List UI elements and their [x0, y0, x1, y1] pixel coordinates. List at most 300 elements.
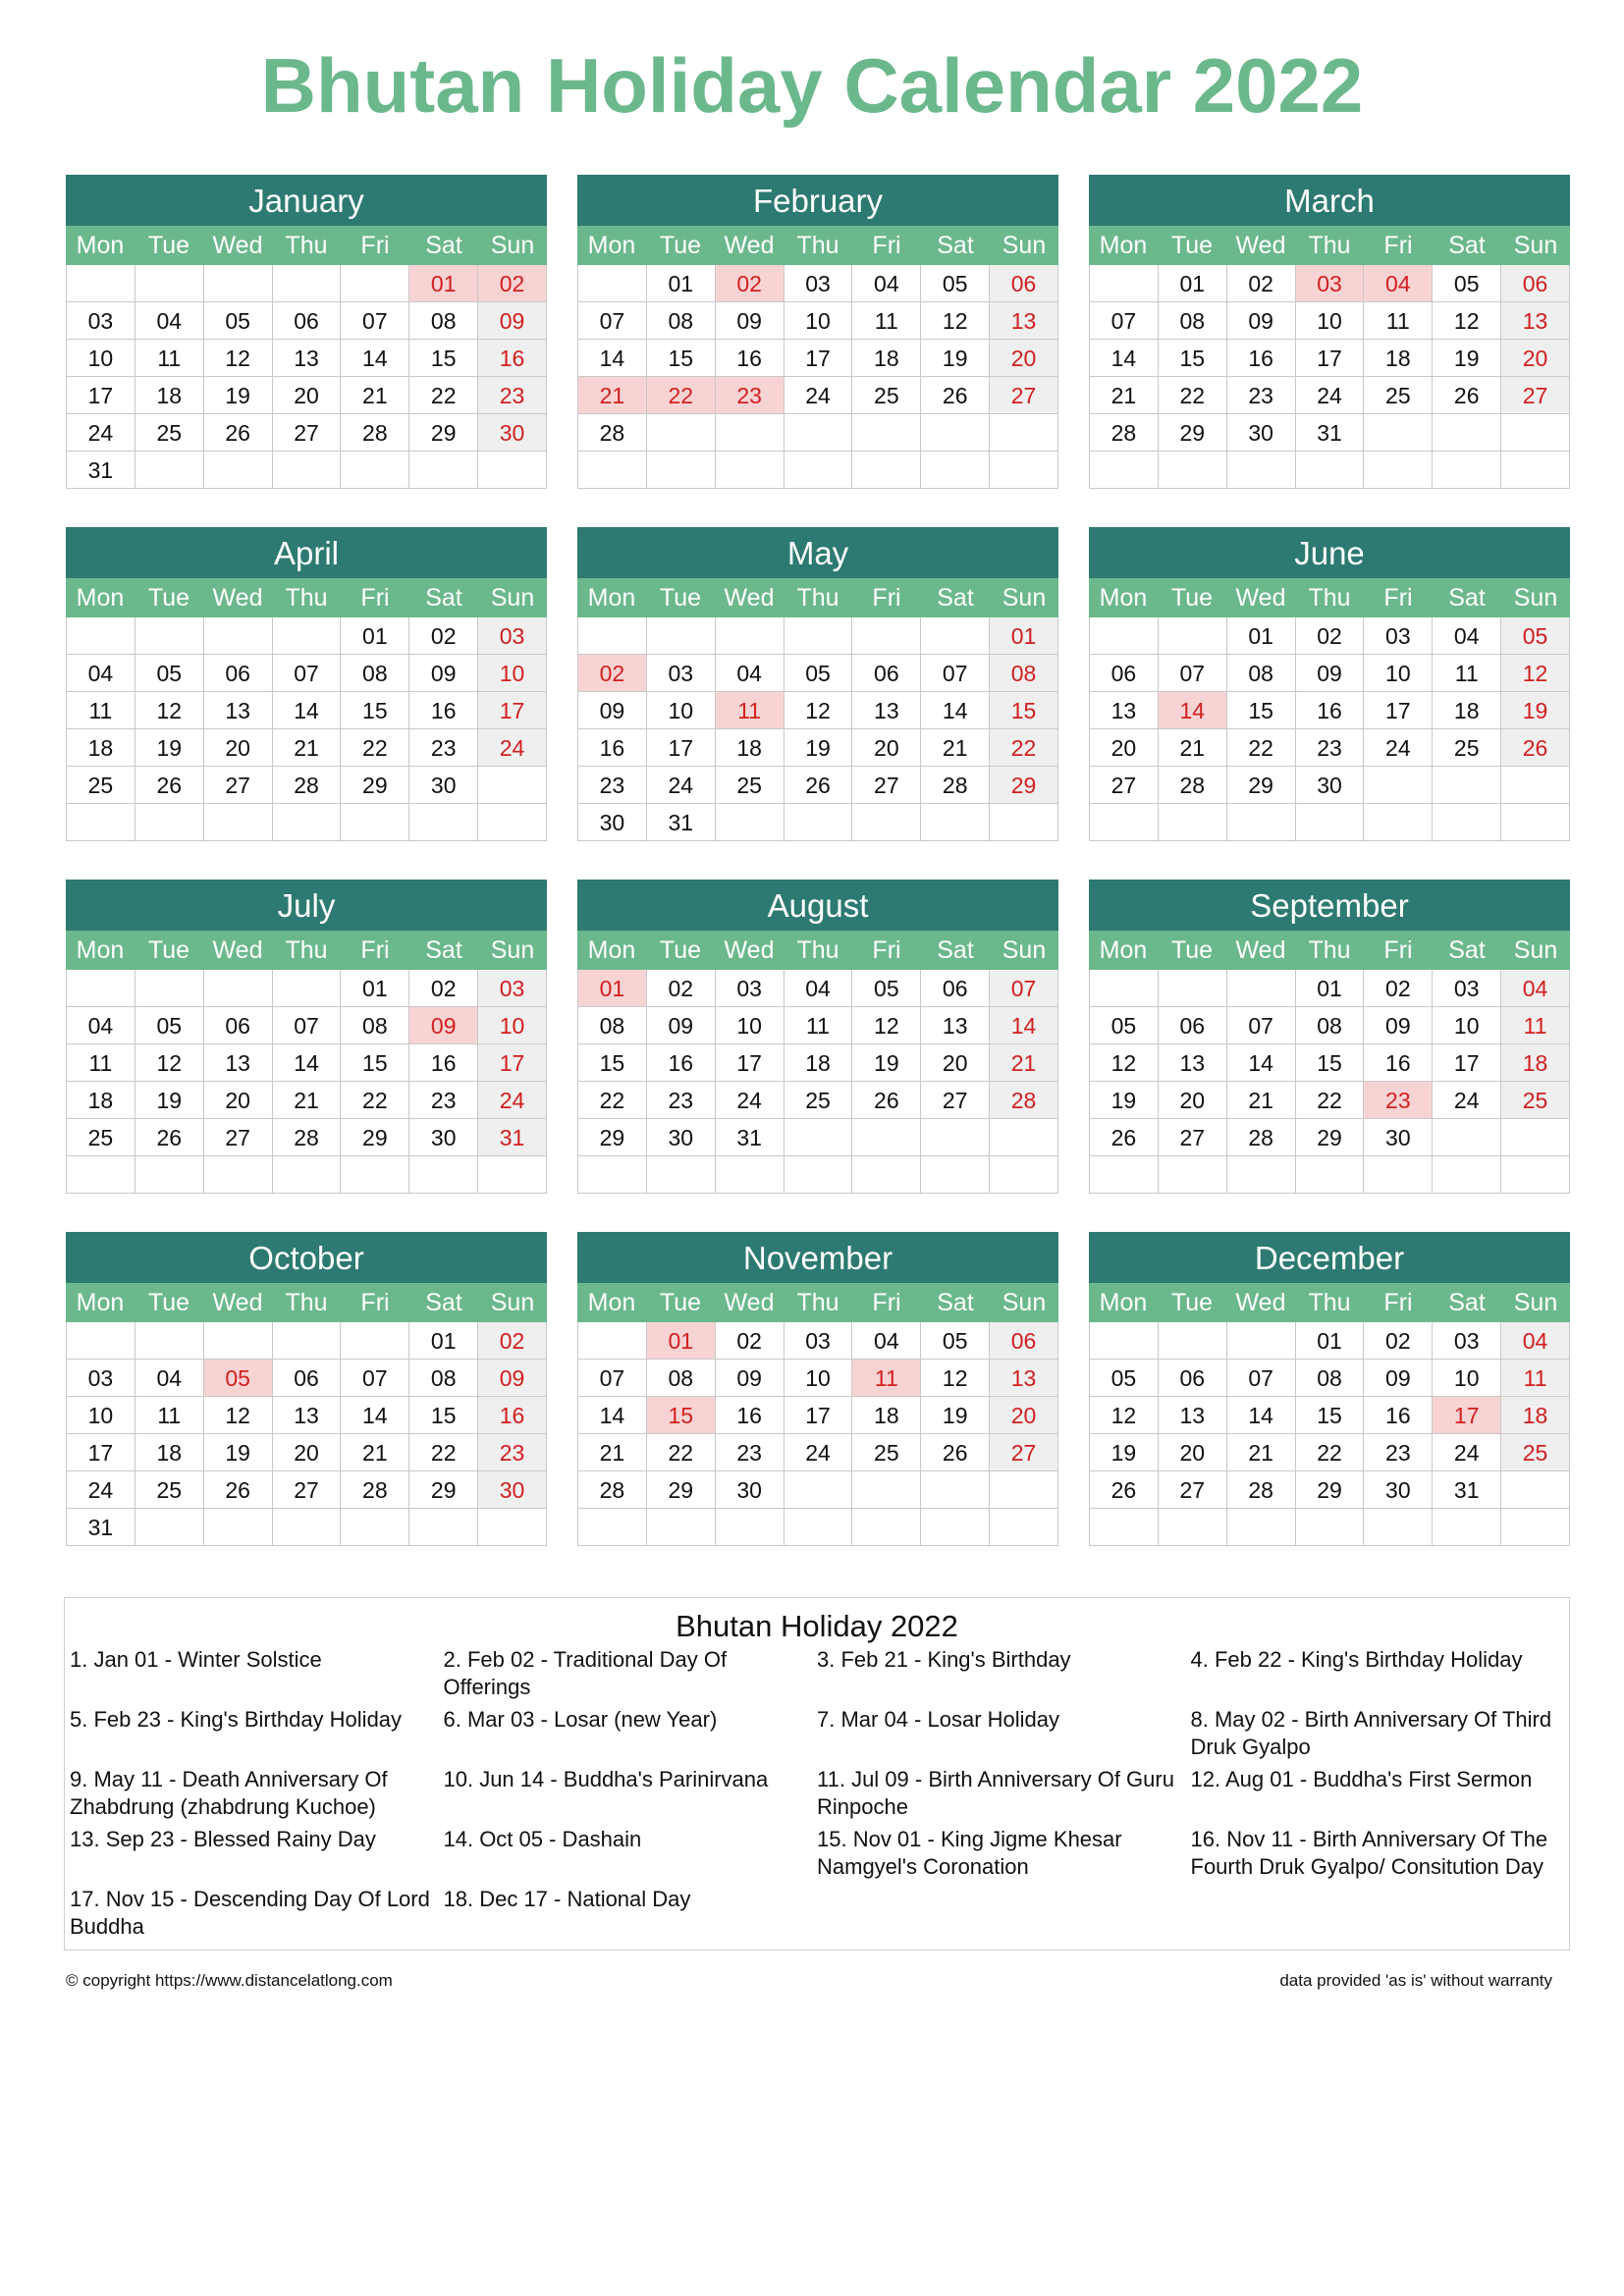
month-title: December — [1089, 1232, 1570, 1283]
day-cell: 02 — [716, 1322, 785, 1360]
empty-cell — [1501, 1156, 1570, 1194]
holiday-legend — [64, 1597, 1570, 1950]
day-cell: 16 — [647, 1044, 716, 1082]
empty-cell — [135, 1509, 204, 1546]
day-cell: 28 — [1159, 767, 1227, 804]
day-cell: 07 — [1090, 302, 1159, 340]
weekday-label: Sun — [1513, 232, 1558, 259]
month-november — [577, 1232, 1058, 1546]
weekday-label: Fri — [872, 232, 901, 259]
day-cell: 26 — [204, 414, 273, 452]
day-cell: 21 — [273, 1082, 342, 1119]
weekday-label: Fri — [360, 584, 390, 612]
holiday-list — [65, 1644, 1569, 1946]
empty-cell — [273, 452, 342, 489]
weekday-label: Tue — [659, 936, 702, 964]
day-cell: 01 — [341, 617, 409, 655]
empty-cell — [204, 617, 273, 655]
day-cell: 05 — [135, 1007, 204, 1044]
day-cell: 05 — [921, 265, 990, 302]
month-august — [577, 880, 1058, 1194]
day-cell: 19 — [204, 1434, 273, 1471]
day-cell: 19 — [1433, 340, 1501, 377]
weekday-label: Fri — [1383, 936, 1413, 964]
day-cell: 30 — [409, 1119, 478, 1156]
day-cell: 29 — [1227, 767, 1296, 804]
day-grid — [577, 1322, 1058, 1546]
weekday-label: Thu — [1308, 232, 1351, 259]
day-cell: 19 — [135, 729, 204, 767]
day-cell: 14 — [1159, 692, 1227, 729]
holiday-item: 6. Mar 03 - Losar (new Year) — [443, 1707, 718, 1732]
day-cell: 20 — [921, 1044, 990, 1082]
empty-cell — [1364, 804, 1433, 841]
empty-cell — [478, 1509, 547, 1546]
day-cell: 12 — [852, 1007, 921, 1044]
weekday-label: Wed — [212, 232, 263, 259]
empty-cell — [204, 452, 273, 489]
day-cell: 31 — [67, 1509, 135, 1546]
empty-cell — [204, 1322, 273, 1360]
weekday-label: Wed — [724, 936, 775, 964]
empty-cell — [1433, 452, 1501, 489]
weekday-header — [1089, 226, 1570, 265]
weekday-label: Sat — [1448, 584, 1486, 612]
weekday-label: Thu — [285, 232, 328, 259]
day-cell: 17 — [785, 340, 853, 377]
day-cell: 11 — [135, 1397, 204, 1434]
day-cell: 30 — [409, 767, 478, 804]
empty-cell — [990, 1119, 1058, 1156]
day-cell: 11 — [1501, 1007, 1570, 1044]
day-cell: 09 — [578, 692, 647, 729]
weekday-label: Sat — [1448, 936, 1486, 964]
empty-cell — [852, 1471, 921, 1509]
empty-cell — [273, 1156, 342, 1194]
empty-cell — [647, 452, 716, 489]
weekday-label: Tue — [147, 936, 190, 964]
day-cell: 28 — [578, 414, 647, 452]
empty-cell — [135, 452, 204, 489]
empty-cell — [341, 1322, 409, 1360]
holiday-item: 16. Nov 11 - Birth Anniversary Of The Fourth Druk Gyalpo/ Consitution Day — [1190, 1827, 1548, 1879]
day-cell: 04 — [1364, 265, 1433, 302]
day-cell: 17 — [1364, 692, 1433, 729]
day-cell: 13 — [204, 1044, 273, 1082]
day-cell: 30 — [1227, 414, 1296, 452]
day-cell: 07 — [1227, 1007, 1296, 1044]
day-cell: 01 — [409, 265, 478, 302]
weekday-header — [577, 931, 1058, 970]
day-cell: 28 — [921, 767, 990, 804]
day-cell: 13 — [1159, 1044, 1227, 1082]
day-cell: 15 — [990, 692, 1058, 729]
day-cell: 16 — [1227, 340, 1296, 377]
empty-cell — [1364, 1509, 1433, 1546]
empty-cell — [921, 1119, 990, 1156]
day-cell: 09 — [409, 1007, 478, 1044]
weekday-label: Sun — [1001, 232, 1047, 259]
day-cell: 19 — [135, 1082, 204, 1119]
empty-cell — [716, 1509, 785, 1546]
weekday-label: Sun — [1513, 584, 1558, 612]
month-title: January — [66, 175, 547, 226]
day-cell: 02 — [1296, 617, 1365, 655]
day-grid — [577, 265, 1058, 489]
day-cell: 26 — [135, 1119, 204, 1156]
day-cell: 24 — [1364, 729, 1433, 767]
weekday-label: Fri — [360, 1289, 390, 1316]
day-cell: 15 — [341, 692, 409, 729]
month-october — [66, 1232, 547, 1546]
empty-cell — [409, 1509, 478, 1546]
day-cell: 10 — [1296, 302, 1365, 340]
day-cell: 23 — [1364, 1434, 1433, 1471]
weekday-label: Tue — [1170, 936, 1214, 964]
empty-cell — [1159, 617, 1227, 655]
day-cell: 14 — [341, 340, 409, 377]
empty-cell — [852, 617, 921, 655]
day-cell: 04 — [135, 302, 204, 340]
day-cell: 02 — [409, 617, 478, 655]
weekday-label: Mon — [587, 232, 636, 259]
day-cell: 02 — [478, 265, 547, 302]
empty-cell — [578, 452, 647, 489]
day-cell: 01 — [1296, 970, 1365, 1007]
month-title: August — [577, 880, 1058, 931]
day-cell: 19 — [1501, 692, 1570, 729]
day-cell: 05 — [785, 655, 853, 692]
weekday-label: Mon — [76, 232, 125, 259]
day-cell: 29 — [409, 414, 478, 452]
empty-cell — [852, 414, 921, 452]
weekday-label: Thu — [1308, 1289, 1351, 1316]
empty-cell — [1090, 265, 1159, 302]
weekday-label: Thu — [796, 584, 839, 612]
empty-cell — [341, 804, 409, 841]
weekday-label: Sat — [425, 936, 462, 964]
day-cell: 12 — [135, 1044, 204, 1082]
day-cell: 14 — [341, 1397, 409, 1434]
day-cell: 21 — [341, 1434, 409, 1471]
empty-cell — [67, 804, 135, 841]
empty-cell — [785, 1471, 853, 1509]
day-cell: 17 — [647, 729, 716, 767]
day-cell: 23 — [716, 1434, 785, 1471]
day-cell: 27 — [990, 377, 1058, 414]
day-cell: 22 — [647, 1434, 716, 1471]
empty-cell — [647, 1156, 716, 1194]
weekday-label: Fri — [360, 232, 390, 259]
day-cell: 22 — [409, 1434, 478, 1471]
day-cell: 01 — [1159, 265, 1227, 302]
day-cell: 28 — [341, 414, 409, 452]
day-cell: 30 — [478, 1471, 547, 1509]
weekday-label: Thu — [796, 232, 839, 259]
day-cell: 21 — [1227, 1082, 1296, 1119]
day-cell: 07 — [273, 1007, 342, 1044]
empty-cell — [990, 1509, 1058, 1546]
day-cell: 17 — [478, 1044, 547, 1082]
day-cell: 24 — [67, 414, 135, 452]
day-cell: 05 — [1090, 1360, 1159, 1397]
day-cell: 28 — [341, 1471, 409, 1509]
empty-cell — [647, 414, 716, 452]
day-cell: 15 — [647, 1397, 716, 1434]
empty-cell — [67, 1322, 135, 1360]
day-cell: 17 — [1433, 1044, 1501, 1082]
day-cell: 06 — [990, 1322, 1058, 1360]
weekday-label: Mon — [587, 1289, 636, 1316]
day-cell: 31 — [1433, 1471, 1501, 1509]
holiday-item: 14. Oct 05 - Dashain — [443, 1827, 642, 1851]
day-cell: 30 — [478, 414, 547, 452]
weekday-label: Wed — [212, 936, 263, 964]
day-cell: 10 — [785, 1360, 853, 1397]
day-cell: 12 — [1433, 302, 1501, 340]
weekday-label: Wed — [1235, 1289, 1286, 1316]
empty-cell — [67, 970, 135, 1007]
day-cell: 11 — [716, 692, 785, 729]
day-cell: 16 — [478, 1397, 547, 1434]
day-cell: 20 — [1159, 1082, 1227, 1119]
empty-cell — [204, 265, 273, 302]
empty-cell — [1159, 970, 1227, 1007]
empty-cell — [273, 265, 342, 302]
empty-cell — [1227, 452, 1296, 489]
day-cell: 26 — [1433, 377, 1501, 414]
empty-cell — [578, 1509, 647, 1546]
weekday-label: Thu — [1308, 584, 1351, 612]
empty-cell — [1433, 1156, 1501, 1194]
day-cell: 07 — [1159, 655, 1227, 692]
day-cell: 03 — [478, 617, 547, 655]
day-cell: 20 — [273, 1434, 342, 1471]
day-cell: 26 — [1090, 1119, 1159, 1156]
weekday-label: Tue — [659, 1289, 702, 1316]
day-cell: 29 — [578, 1119, 647, 1156]
disclaimer-text: data provided 'as is' without warranty — [1279, 1971, 1552, 1990]
empty-cell — [1227, 1509, 1296, 1546]
empty-cell — [1433, 1509, 1501, 1546]
day-cell: 23 — [478, 1434, 547, 1471]
day-grid — [1089, 265, 1570, 489]
empty-cell — [785, 1119, 853, 1156]
month-june — [1089, 527, 1570, 841]
day-cell: 20 — [990, 340, 1058, 377]
month-title: February — [577, 175, 1058, 226]
day-cell: 13 — [990, 302, 1058, 340]
day-cell: 18 — [1433, 692, 1501, 729]
month-title: November — [577, 1232, 1058, 1283]
empty-cell — [478, 767, 547, 804]
weekday-header — [1089, 931, 1570, 970]
day-cell: 25 — [716, 767, 785, 804]
month-february — [577, 175, 1058, 489]
day-cell: 29 — [1159, 414, 1227, 452]
day-cell: 13 — [1159, 1397, 1227, 1434]
weekday-label: Sat — [937, 936, 974, 964]
day-cell: 29 — [341, 1119, 409, 1156]
empty-cell — [578, 1156, 647, 1194]
empty-cell — [135, 970, 204, 1007]
holiday-item: 2. Feb 02 - Traditional Day Of Offerings — [443, 1647, 728, 1699]
day-cell: 30 — [647, 1119, 716, 1156]
empty-cell — [578, 617, 647, 655]
day-cell: 10 — [478, 655, 547, 692]
day-cell: 06 — [1501, 265, 1570, 302]
day-cell: 02 — [647, 970, 716, 1007]
day-cell: 14 — [273, 692, 342, 729]
day-cell: 08 — [409, 302, 478, 340]
day-cell: 03 — [1364, 617, 1433, 655]
day-cell: 27 — [1159, 1119, 1227, 1156]
day-cell: 25 — [135, 1471, 204, 1509]
empty-cell — [921, 1509, 990, 1546]
day-cell: 28 — [1227, 1471, 1296, 1509]
day-cell: 14 — [578, 1397, 647, 1434]
day-cell: 31 — [67, 452, 135, 489]
month-april — [66, 527, 547, 841]
day-cell: 06 — [204, 655, 273, 692]
day-cell: 10 — [478, 1007, 547, 1044]
empty-cell — [1159, 1322, 1227, 1360]
day-cell: 05 — [852, 970, 921, 1007]
day-cell: 09 — [478, 1360, 547, 1397]
day-cell: 24 — [1433, 1082, 1501, 1119]
day-cell: 08 — [341, 655, 409, 692]
empty-cell — [1159, 1509, 1227, 1546]
day-cell: 26 — [135, 767, 204, 804]
day-grid — [1089, 1322, 1570, 1546]
day-cell: 19 — [852, 1044, 921, 1082]
day-cell: 26 — [204, 1471, 273, 1509]
day-cell: 26 — [1501, 729, 1570, 767]
empty-cell — [1501, 1119, 1570, 1156]
day-cell: 10 — [1433, 1360, 1501, 1397]
weekday-label: Mon — [587, 936, 636, 964]
day-cell: 28 — [273, 1119, 342, 1156]
weekday-label: Mon — [1099, 232, 1148, 259]
day-cell: 27 — [852, 767, 921, 804]
day-cell: 29 — [990, 767, 1058, 804]
weekday-label: Thu — [285, 936, 328, 964]
day-grid — [66, 265, 547, 489]
weekday-header — [577, 1283, 1058, 1322]
day-cell: 10 — [67, 340, 135, 377]
day-cell: 25 — [852, 1434, 921, 1471]
day-cell: 18 — [785, 1044, 853, 1082]
empty-cell — [1433, 1119, 1501, 1156]
holiday-item: 3. Feb 21 - King's Birthday — [817, 1647, 1071, 1672]
day-cell: 24 — [785, 377, 853, 414]
day-cell: 21 — [1227, 1434, 1296, 1471]
day-cell: 28 — [990, 1082, 1058, 1119]
empty-cell — [1501, 804, 1570, 841]
empty-cell — [1364, 1156, 1433, 1194]
day-cell: 22 — [647, 377, 716, 414]
day-cell: 11 — [1501, 1360, 1570, 1397]
month-december — [1089, 1232, 1570, 1546]
empty-cell — [716, 452, 785, 489]
empty-cell — [716, 414, 785, 452]
empty-cell — [990, 452, 1058, 489]
empty-cell — [1296, 804, 1365, 841]
weekday-label: Sun — [1513, 1289, 1558, 1316]
empty-cell — [578, 265, 647, 302]
day-cell: 11 — [852, 302, 921, 340]
day-cell: 02 — [578, 655, 647, 692]
day-cell: 15 — [409, 1397, 478, 1434]
day-cell: 31 — [1296, 414, 1365, 452]
weekday-label: Tue — [1170, 1289, 1214, 1316]
empty-cell — [1296, 1509, 1365, 1546]
month-title: October — [66, 1232, 547, 1283]
day-cell: 20 — [1501, 340, 1570, 377]
day-cell: 12 — [204, 1397, 273, 1434]
day-cell: 27 — [921, 1082, 990, 1119]
day-cell: 07 — [578, 1360, 647, 1397]
day-cell: 15 — [1227, 692, 1296, 729]
empty-cell — [1090, 1509, 1159, 1546]
weekday-label: Thu — [285, 584, 328, 612]
day-cell: 18 — [1364, 340, 1433, 377]
day-cell: 04 — [135, 1360, 204, 1397]
empty-cell — [647, 1509, 716, 1546]
holiday-item: 18. Dec 17 - National Day — [443, 1887, 691, 1911]
month-title: April — [66, 527, 547, 578]
day-cell: 09 — [716, 1360, 785, 1397]
empty-cell — [1433, 767, 1501, 804]
day-cell: 03 — [716, 970, 785, 1007]
empty-cell — [135, 265, 204, 302]
day-cell: 18 — [67, 729, 135, 767]
day-grid — [66, 970, 547, 1194]
day-cell: 02 — [716, 265, 785, 302]
day-cell: 13 — [273, 340, 342, 377]
day-cell: 06 — [990, 265, 1058, 302]
day-cell: 28 — [1227, 1119, 1296, 1156]
day-cell: 15 — [1296, 1044, 1365, 1082]
day-cell: 13 — [990, 1360, 1058, 1397]
day-cell: 27 — [990, 1434, 1058, 1471]
day-cell: 06 — [273, 302, 342, 340]
day-cell: 12 — [204, 340, 273, 377]
day-cell: 05 — [204, 302, 273, 340]
empty-cell — [990, 414, 1058, 452]
day-cell: 14 — [578, 340, 647, 377]
holiday-item: 7. Mar 04 - Losar Holiday — [817, 1707, 1059, 1732]
day-cell: 30 — [1364, 1119, 1433, 1156]
holiday-item: 10. Jun 14 - Buddha's Parinirvana — [443, 1767, 769, 1791]
day-grid — [66, 1322, 547, 1546]
weekday-label: Sun — [1001, 936, 1047, 964]
day-cell: 08 — [1296, 1007, 1365, 1044]
empty-cell — [1364, 767, 1433, 804]
day-cell: 27 — [273, 414, 342, 452]
empty-cell — [1501, 1509, 1570, 1546]
weekday-label: Sat — [1448, 232, 1486, 259]
day-cell: 08 — [990, 655, 1058, 692]
day-cell: 23 — [478, 377, 547, 414]
weekday-label: Fri — [1383, 584, 1413, 612]
day-cell: 23 — [1364, 1082, 1433, 1119]
day-cell: 04 — [852, 1322, 921, 1360]
empty-cell — [1433, 804, 1501, 841]
empty-cell — [990, 1471, 1058, 1509]
day-cell: 01 — [1296, 1322, 1365, 1360]
holiday-item: 11. Jul 09 - Birth Anniversary Of Guru Rinpoche — [817, 1767, 1174, 1819]
